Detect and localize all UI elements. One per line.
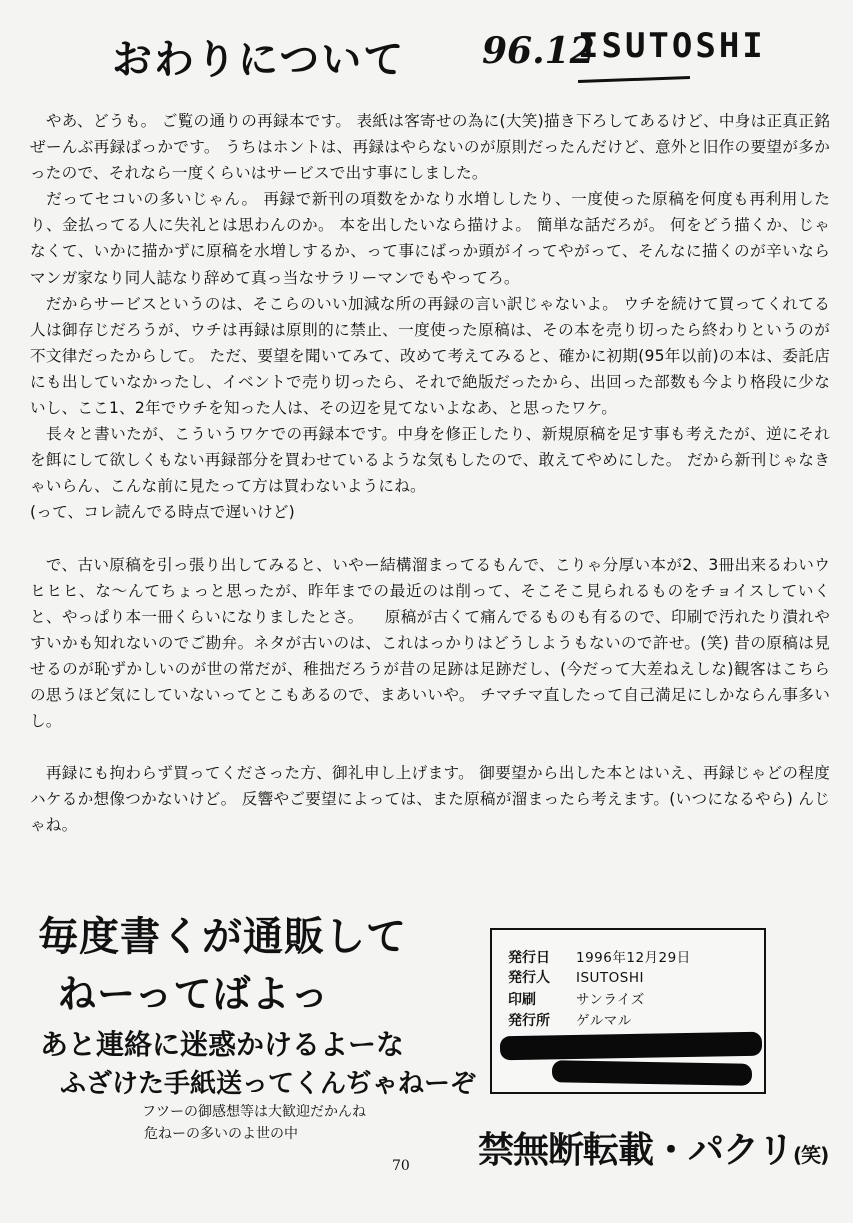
paragraph: 再録にも拘わらず買ってくださった方、御礼申し上げます。 御要望から出した本とはいえ、再録じゃどの程度ハケるか想像つかないけど。 反響やご要望によっては、また原稿が溜まったら考えます。(いつになるやら) んじゃね。 [30, 764, 830, 835]
paragraph: 長々と書いたが、こういうワケでの再録本です。中身を修正したり、新規原稿を足す事も考えたが、逆にそれを餌にして欲しくもない再録部分を買わせているような気もしたので、敢えてやめにした。 だから新刊じゃなきゃいらん、こんな前に見たって方は買わないようにね。 [30, 425, 830, 496]
footer-note [478, 1122, 828, 1173]
paragraph: だってセコいの多いじゃん。 再録で新刊の項数をかなり水増ししたり、一度使った原稿を何度も再利用したり、金払ってる人に失礼とは思わんのか。 本を出したいなら描けよ。 簡単な話だろが。 何をどう描くか、じゃなくて、いかに描かずに原稿を水増しするか、って事にばっか頭がイってやがって、そんなに描くのが辛いならマンガ家なり同人誌なり辞めて真っ当なサラリーマンでもやってろ。 [30, 190, 830, 287]
spacer [30, 526, 830, 552]
page-title: おわりについて [112, 36, 406, 83]
redaction-mark [552, 1060, 752, 1085]
colophon-label: 発行所 [508, 1013, 550, 1029]
header-author: ISUTOSHI [578, 26, 766, 66]
redaction-mark [500, 1032, 762, 1061]
colophon-value: サンライズ [576, 992, 645, 1008]
spacer [30, 734, 830, 760]
handwritten-line: あと連絡に迷惑かけるよーな [40, 1028, 405, 1061]
footer-note-suffix: (笑) [793, 1143, 829, 1167]
colophon-label: 発行日 [508, 950, 550, 966]
paragraph: やあ、どうも。 ご覧の通りの再録本です。 表紙は客寄せの為に(大笑)描き下ろしてあるけど、中身は正真正銘ぜーんぶ再録ばっかです。 うちはホントは、再録はやらないのが原則だったんだけど、意外と旧作の要望が多かったので、それなら一度くらいはサービスで出す事にしました。 [30, 112, 830, 183]
handwritten-note [38, 905, 477, 1155]
colophon-row [508, 1009, 632, 1030]
colophon-row [508, 946, 691, 967]
handwritten-line: フツーの御感想等は大歓迎だかんね [142, 1104, 366, 1120]
colophon-value: ISUTOSHI [576, 970, 645, 986]
colophon-row [508, 988, 645, 1009]
handwritten-line: 毎度書くが通販して [38, 914, 407, 960]
colophon-row [508, 967, 644, 987]
colophon-box [490, 928, 766, 1094]
colophon-value: 1996年12月29日 [576, 950, 691, 966]
colophon-label: 発行人 [508, 970, 550, 986]
handwritten-line: 危ねーの多いのよ世の中 [144, 1126, 298, 1142]
paragraph: だからサービスというのは、そこらのいい加減な所の再録の言い訳じゃないよ。 ウチを続けて買ってくれてる人は御存じだろうが、ウチは再録は原則的に禁止、一度使った原稿は、その本を売り切ったら終わりというのが不文律だったからして。 ただ、要望を聞いてみて、改めて考えてみると、確かに初期(95年以前)の本は、委託店にも出していなかったし、イベントで売り切ったら、それで絶版だったから、出回った部数も今より格段に少ないし、ここ1、2年でウチを知った人は、その辺を見てないよなあ、と思ったワケ。 [30, 294, 830, 418]
header-date: 96.12 [482, 30, 595, 72]
footer-note-main: 禁無断転載・パクリ [478, 1130, 794, 1171]
handwritten-line: ねーってばよっ [58, 972, 330, 1016]
colophon-label: 印刷 [508, 992, 536, 1008]
page-number: 70 [392, 1158, 410, 1174]
body-text [30, 108, 830, 838]
colophon-value: ゲルマル [576, 1013, 632, 1029]
handwritten-line: ふざけた手紙送ってくんぢゃねーぞ [60, 1069, 477, 1099]
paragraph: で、古い原稿を引っ張り出してみると、いやー結構溜まってるもんで、こりゃ分厚い本が2、3冊出来るわいウヒヒヒ、な〜んてちょっと思ったが、昨年までの最近のは削って、そこそこ見られるものをチョイスしていくと、やっぱり本一冊くらいになりましたとさ。 原稿が古くて痛んでるものも有るので、印刷で汚れたり潰れやすいかも知れないのでご勘弁。ネタが古いのは、これはっかりはどうしようもないので許せ。(笑) 昔の原稿は見せるのが恥ずかしいのが世の常だが、稚拙だろうが昔の足跡は足跡だし、(今だって大差ねえしな)観客はこちらの思うほど気にしていないってとこもあるので、まあいいや。 チマチマ直したって自己満足にしかならん事多いし。 [30, 555, 830, 731]
paragraph: (って、コレ読んでる時点で遅いけど) [30, 503, 295, 522]
author-underline [578, 76, 690, 83]
